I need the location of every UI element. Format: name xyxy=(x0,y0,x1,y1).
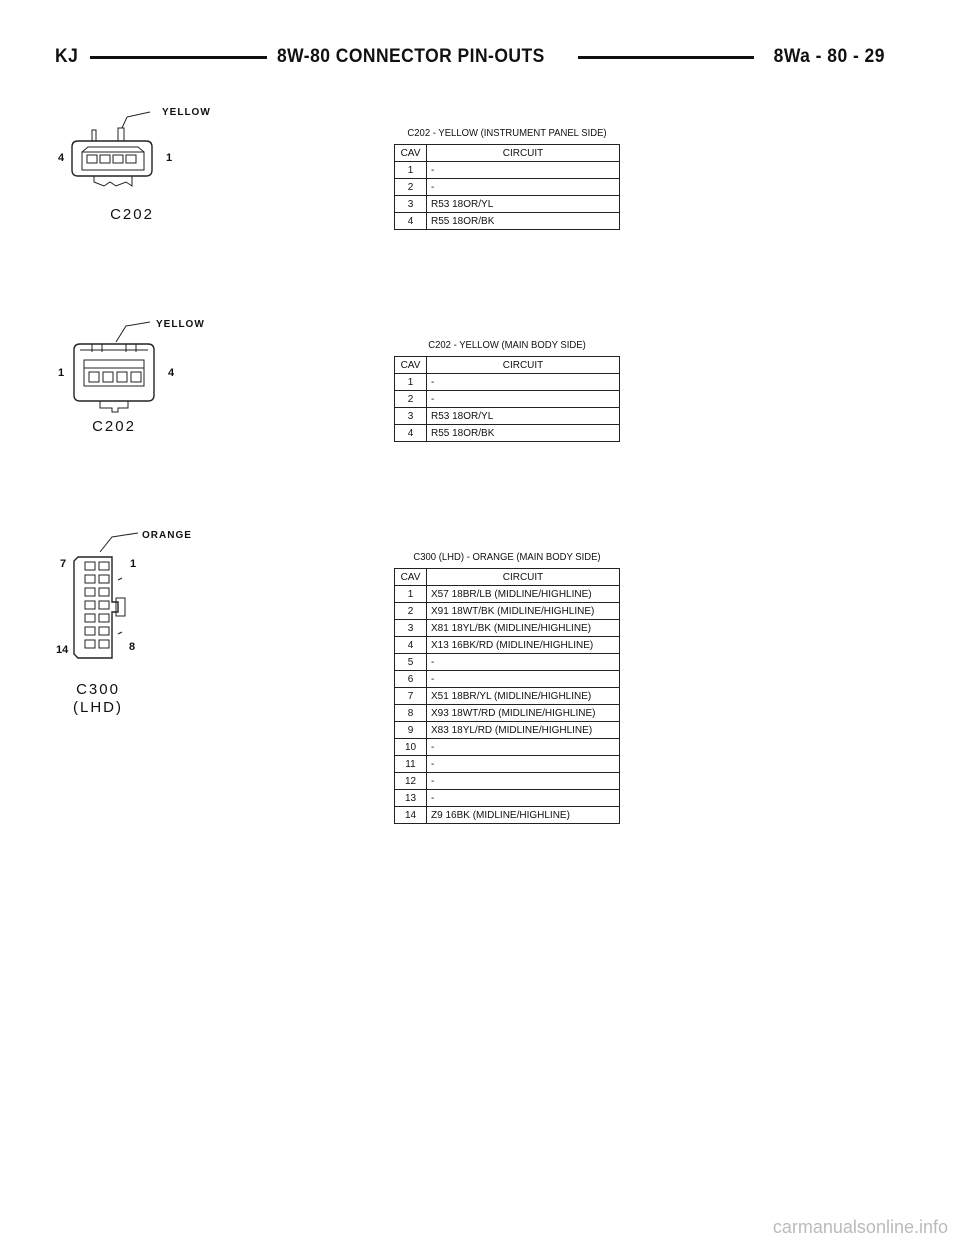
table-title: C202 - YELLOW (INSTRUMENT PANEL SIDE) xyxy=(407,128,607,139)
connector-name: C300 xyxy=(76,681,120,698)
cav-cell: 5 xyxy=(395,654,427,671)
connector-color-label: ORANGE xyxy=(142,530,192,541)
col-header-cav: CAV xyxy=(395,357,427,374)
table-row xyxy=(395,722,620,739)
cav-cell: 1 xyxy=(395,374,427,391)
cav-cell: 3 xyxy=(395,196,427,213)
circuit-cell: - xyxy=(427,790,620,807)
cav-cell: 2 xyxy=(395,391,427,408)
pin-label-left: 1 xyxy=(58,367,65,379)
pin-label-right: 1 xyxy=(166,152,173,164)
circuit-cell: - xyxy=(427,739,620,756)
pinout-table xyxy=(394,568,620,824)
table-row xyxy=(395,688,620,705)
circuit-cell: X57 18BR/LB (MIDLINE/HIGHLINE) xyxy=(427,586,620,603)
table-row xyxy=(395,790,620,807)
table-row xyxy=(395,807,620,824)
table-row xyxy=(395,603,620,620)
cav-cell: 12 xyxy=(395,773,427,790)
connector-color-label: YELLOW xyxy=(156,319,205,330)
pin-label-left: 4 xyxy=(58,152,65,164)
pin-label-bottom-right: 8 xyxy=(129,641,136,653)
cav-cell: 8 xyxy=(395,705,427,722)
col-header-circuit: CIRCUIT xyxy=(427,569,620,586)
circuit-cell: X83 18YL/RD (MIDLINE/HIGHLINE) xyxy=(427,722,620,739)
pin-label-bottom-left: 14 xyxy=(56,644,69,656)
table-row xyxy=(395,586,620,603)
cav-cell: 4 xyxy=(395,637,427,654)
table-title: C300 (LHD) - ORANGE (MAIN BODY SIDE) xyxy=(413,552,601,563)
col-header-circuit: CIRCUIT xyxy=(427,357,620,374)
pin-label-top-right: 1 xyxy=(130,558,137,570)
table-row xyxy=(395,637,620,654)
circuit-cell: R53 18OR/YL xyxy=(427,196,620,213)
col-header-circuit: CIRCUIT xyxy=(427,145,620,162)
col-header-cav: CAV xyxy=(395,569,427,586)
circuit-cell: R55 18OR/BK xyxy=(427,213,620,230)
pin-label-right: 4 xyxy=(168,367,175,379)
page-number: 8Wa - 80 - 29 xyxy=(773,46,886,67)
table-row xyxy=(395,773,620,790)
circuit-cell: - xyxy=(427,756,620,773)
circuit-cell: X93 18WT/RD (MIDLINE/HIGHLINE) xyxy=(427,705,620,722)
table-row xyxy=(395,756,620,773)
circuit-cell: - xyxy=(427,654,620,671)
connector-name-suffix: (LHD) xyxy=(73,699,123,716)
circuit-cell: - xyxy=(427,374,620,391)
circuit-cell: X81 18YL/BK (MIDLINE/HIGHLINE) xyxy=(427,620,620,637)
table-header-row xyxy=(395,569,620,586)
cav-cell: 3 xyxy=(395,408,427,425)
circuit-cell: - xyxy=(427,179,620,196)
cav-cell: 14 xyxy=(395,807,427,824)
circuit-cell: R55 18OR/BK xyxy=(427,425,620,442)
cav-cell: 2 xyxy=(395,603,427,620)
section-title: 8W-80 CONNECTOR PIN-OUTS xyxy=(276,46,545,67)
circuit-cell: - xyxy=(427,773,620,790)
table-title: C202 - YELLOW (MAIN BODY SIDE) xyxy=(428,340,586,351)
cav-cell: 2 xyxy=(395,179,427,196)
table-row xyxy=(395,671,620,688)
cav-cell: 6 xyxy=(395,671,427,688)
cav-cell: 13 xyxy=(395,790,427,807)
table-row xyxy=(395,705,620,722)
cav-cell: 11 xyxy=(395,756,427,773)
circuit-cell: - xyxy=(427,671,620,688)
cav-cell: 7 xyxy=(395,688,427,705)
model-code: KJ xyxy=(55,46,79,67)
circuit-cell: Z9 16BK (MIDLINE/HIGHLINE) xyxy=(427,807,620,824)
circuit-cell: R53 18OR/YL xyxy=(427,408,620,425)
watermark: carmanualsonline.info xyxy=(772,1217,948,1237)
cav-cell: 4 xyxy=(395,425,427,442)
pin-label-top-left: 7 xyxy=(60,558,67,570)
table-row xyxy=(395,739,620,756)
cav-cell: 10 xyxy=(395,739,427,756)
circuit-cell: - xyxy=(427,391,620,408)
cav-cell: 9 xyxy=(395,722,427,739)
table-row xyxy=(395,620,620,637)
circuit-cell: - xyxy=(427,162,620,179)
connector-color-label: YELLOW xyxy=(162,107,211,118)
cav-cell: 3 xyxy=(395,620,427,637)
circuit-cell: X51 18BR/YL (MIDLINE/HIGHLINE) xyxy=(427,688,620,705)
col-header-cav: CAV xyxy=(395,145,427,162)
connector-name: C202 xyxy=(110,206,154,223)
table-row xyxy=(395,654,620,671)
connector-name: C202 xyxy=(92,418,136,435)
circuit-cell: X13 16BK/RD (MIDLINE/HIGHLINE) xyxy=(427,637,620,654)
cav-cell: 1 xyxy=(395,586,427,603)
cav-cell: 1 xyxy=(395,162,427,179)
cav-cell: 4 xyxy=(395,213,427,230)
circuit-cell: X91 18WT/BK (MIDLINE/HIGHLINE) xyxy=(427,603,620,620)
